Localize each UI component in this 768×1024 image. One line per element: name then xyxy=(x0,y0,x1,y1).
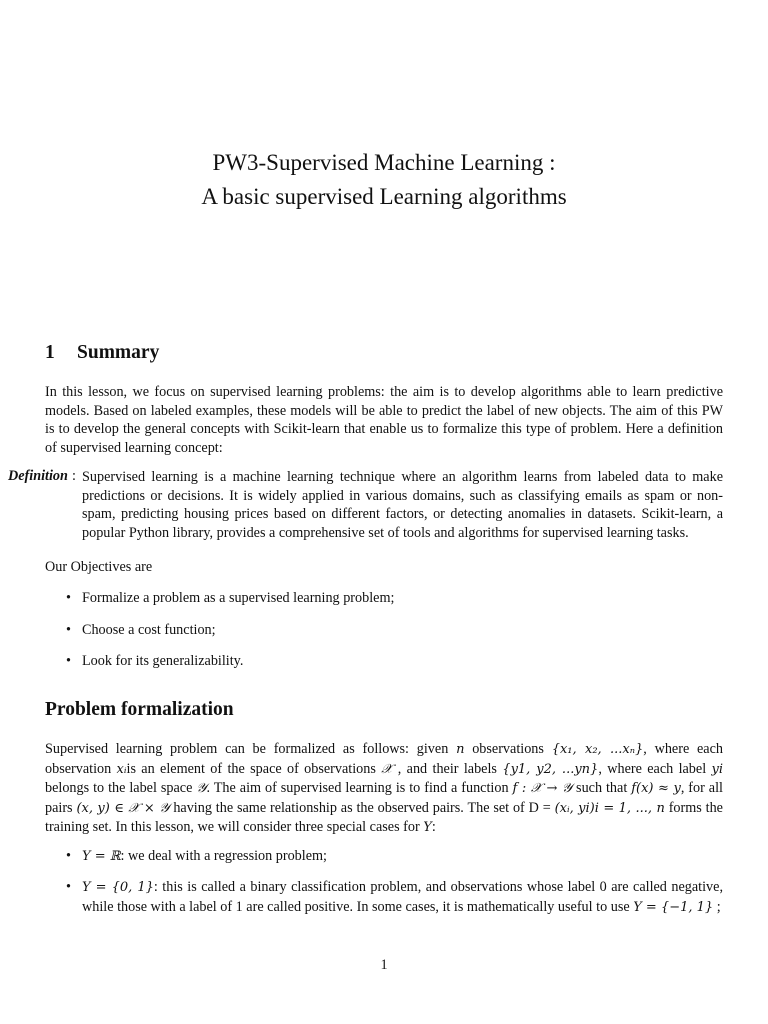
section-title: Summary xyxy=(77,342,160,363)
section-title: Problem formalization xyxy=(45,699,234,720)
objective-text: Choose a cost function; xyxy=(82,622,216,638)
math-Y: Y xyxy=(423,820,432,835)
summary-intro-paragraph: In this lesson, we focus on supervised learning problems: the aim is to develop algorithms able to learn predictive models. Based on labeled examples, these models will be able to predict the label of new objects. The aim of this PW is to develop the general concepts with Scikit-learn that enable us to formalize this type of problem. Here a definition of supervised learning concept: xyxy=(45,384,723,456)
math-pair: (x, y) ∈ 𝒳 × 𝒴 xyxy=(76,800,170,816)
math-f-approx: f(x) ≈ y xyxy=(631,781,681,796)
document-title xyxy=(0,146,768,214)
bullet-marker: • xyxy=(66,848,71,864)
bullet-marker: • xyxy=(66,622,71,638)
math-y-signed: Y = {−1, 1} xyxy=(633,899,714,915)
math-observation-set: {x₁, x₂, ...xₙ} xyxy=(551,742,644,757)
math-observation-space: 𝒳 xyxy=(381,761,393,777)
definition-colon: : xyxy=(72,468,76,484)
objective-text: Formalize a problem as a supervised learning problem; xyxy=(82,590,395,606)
case-item-binary: • Y = {0, 1}: this is called a binary classification problem, and observations whose label 0 are called negative, while those with a label of 1 are called positive. In some cases, it is mathematically useful to use Y = {−1, 1} ; xyxy=(66,879,723,915)
math-y-binary: Y = {0, 1} xyxy=(82,880,154,895)
objective-item xyxy=(66,621,723,640)
section-number: 1 xyxy=(45,342,55,363)
formalization-paragraph: Supervised learning problem can be formalized as follows: given n observations {x₁, x₂, ...xₙ}, where each observation xᵢis an element of the space of observations 𝒳 , and their labels {y1, y2, ...yn}, where each label yi belongs to the label space 𝒴. The aim of supervised learning is to find a function f : 𝒳 → 𝒴 such that f(x) ≈ y, for all pairs (x, y) ∈ 𝒳 × 𝒴 having the same relationship as the observed pairs. The set of D = (xᵢ, yi)i = 1, ..., n forms the training set. In this lesson, we will consider three special cases for Y: xyxy=(45,741,723,835)
case-item-regression: • Y = ℝ: we deal with a regression problem; xyxy=(66,848,327,864)
math-label-set: {y1, y2, ...yn} xyxy=(502,761,599,777)
section-heading-formalization xyxy=(45,699,234,721)
definition-label: Definition xyxy=(8,468,68,484)
objective-item xyxy=(66,589,723,608)
title-line-1: PW3-Supervised Machine Learning : xyxy=(212,150,556,175)
math-n: n xyxy=(456,742,465,757)
objective-text: Look for its generalizability. xyxy=(82,653,244,669)
math-y-equals-r: Y = ℝ xyxy=(82,849,121,864)
definition-text: Supervised learning is a machine learning technique where an algorithm learns from labeled data to make predictions or decisions. It is widely applied in various domains, such as classifying emails as spam or non-spam, predicting housing prices based on different factors, or detecting anomalies in datasets. Scikit-learn, a popular Python library, provides a comprehensive set of tools and algorithms for supervised learning tasks. xyxy=(82,469,723,541)
page-number: 1 xyxy=(380,957,388,973)
bullet-marker: • xyxy=(66,590,71,606)
math-yi: yi xyxy=(711,761,723,777)
title-line-2: A basic supervised Learning algorithms xyxy=(201,184,567,209)
math-label-space: 𝒴 xyxy=(196,781,207,796)
objective-item xyxy=(66,652,723,671)
bullet-marker: • xyxy=(66,879,71,895)
objectives-intro: Our Objectives are xyxy=(45,559,153,575)
math-function-map: f : 𝒳 → 𝒴 xyxy=(512,781,573,796)
section-heading-summary xyxy=(45,342,159,364)
math-training-set: (xᵢ, yi)i = 1, ..., n xyxy=(554,800,665,816)
math-xi: xᵢ xyxy=(116,761,127,777)
bullet-marker: • xyxy=(66,653,71,669)
